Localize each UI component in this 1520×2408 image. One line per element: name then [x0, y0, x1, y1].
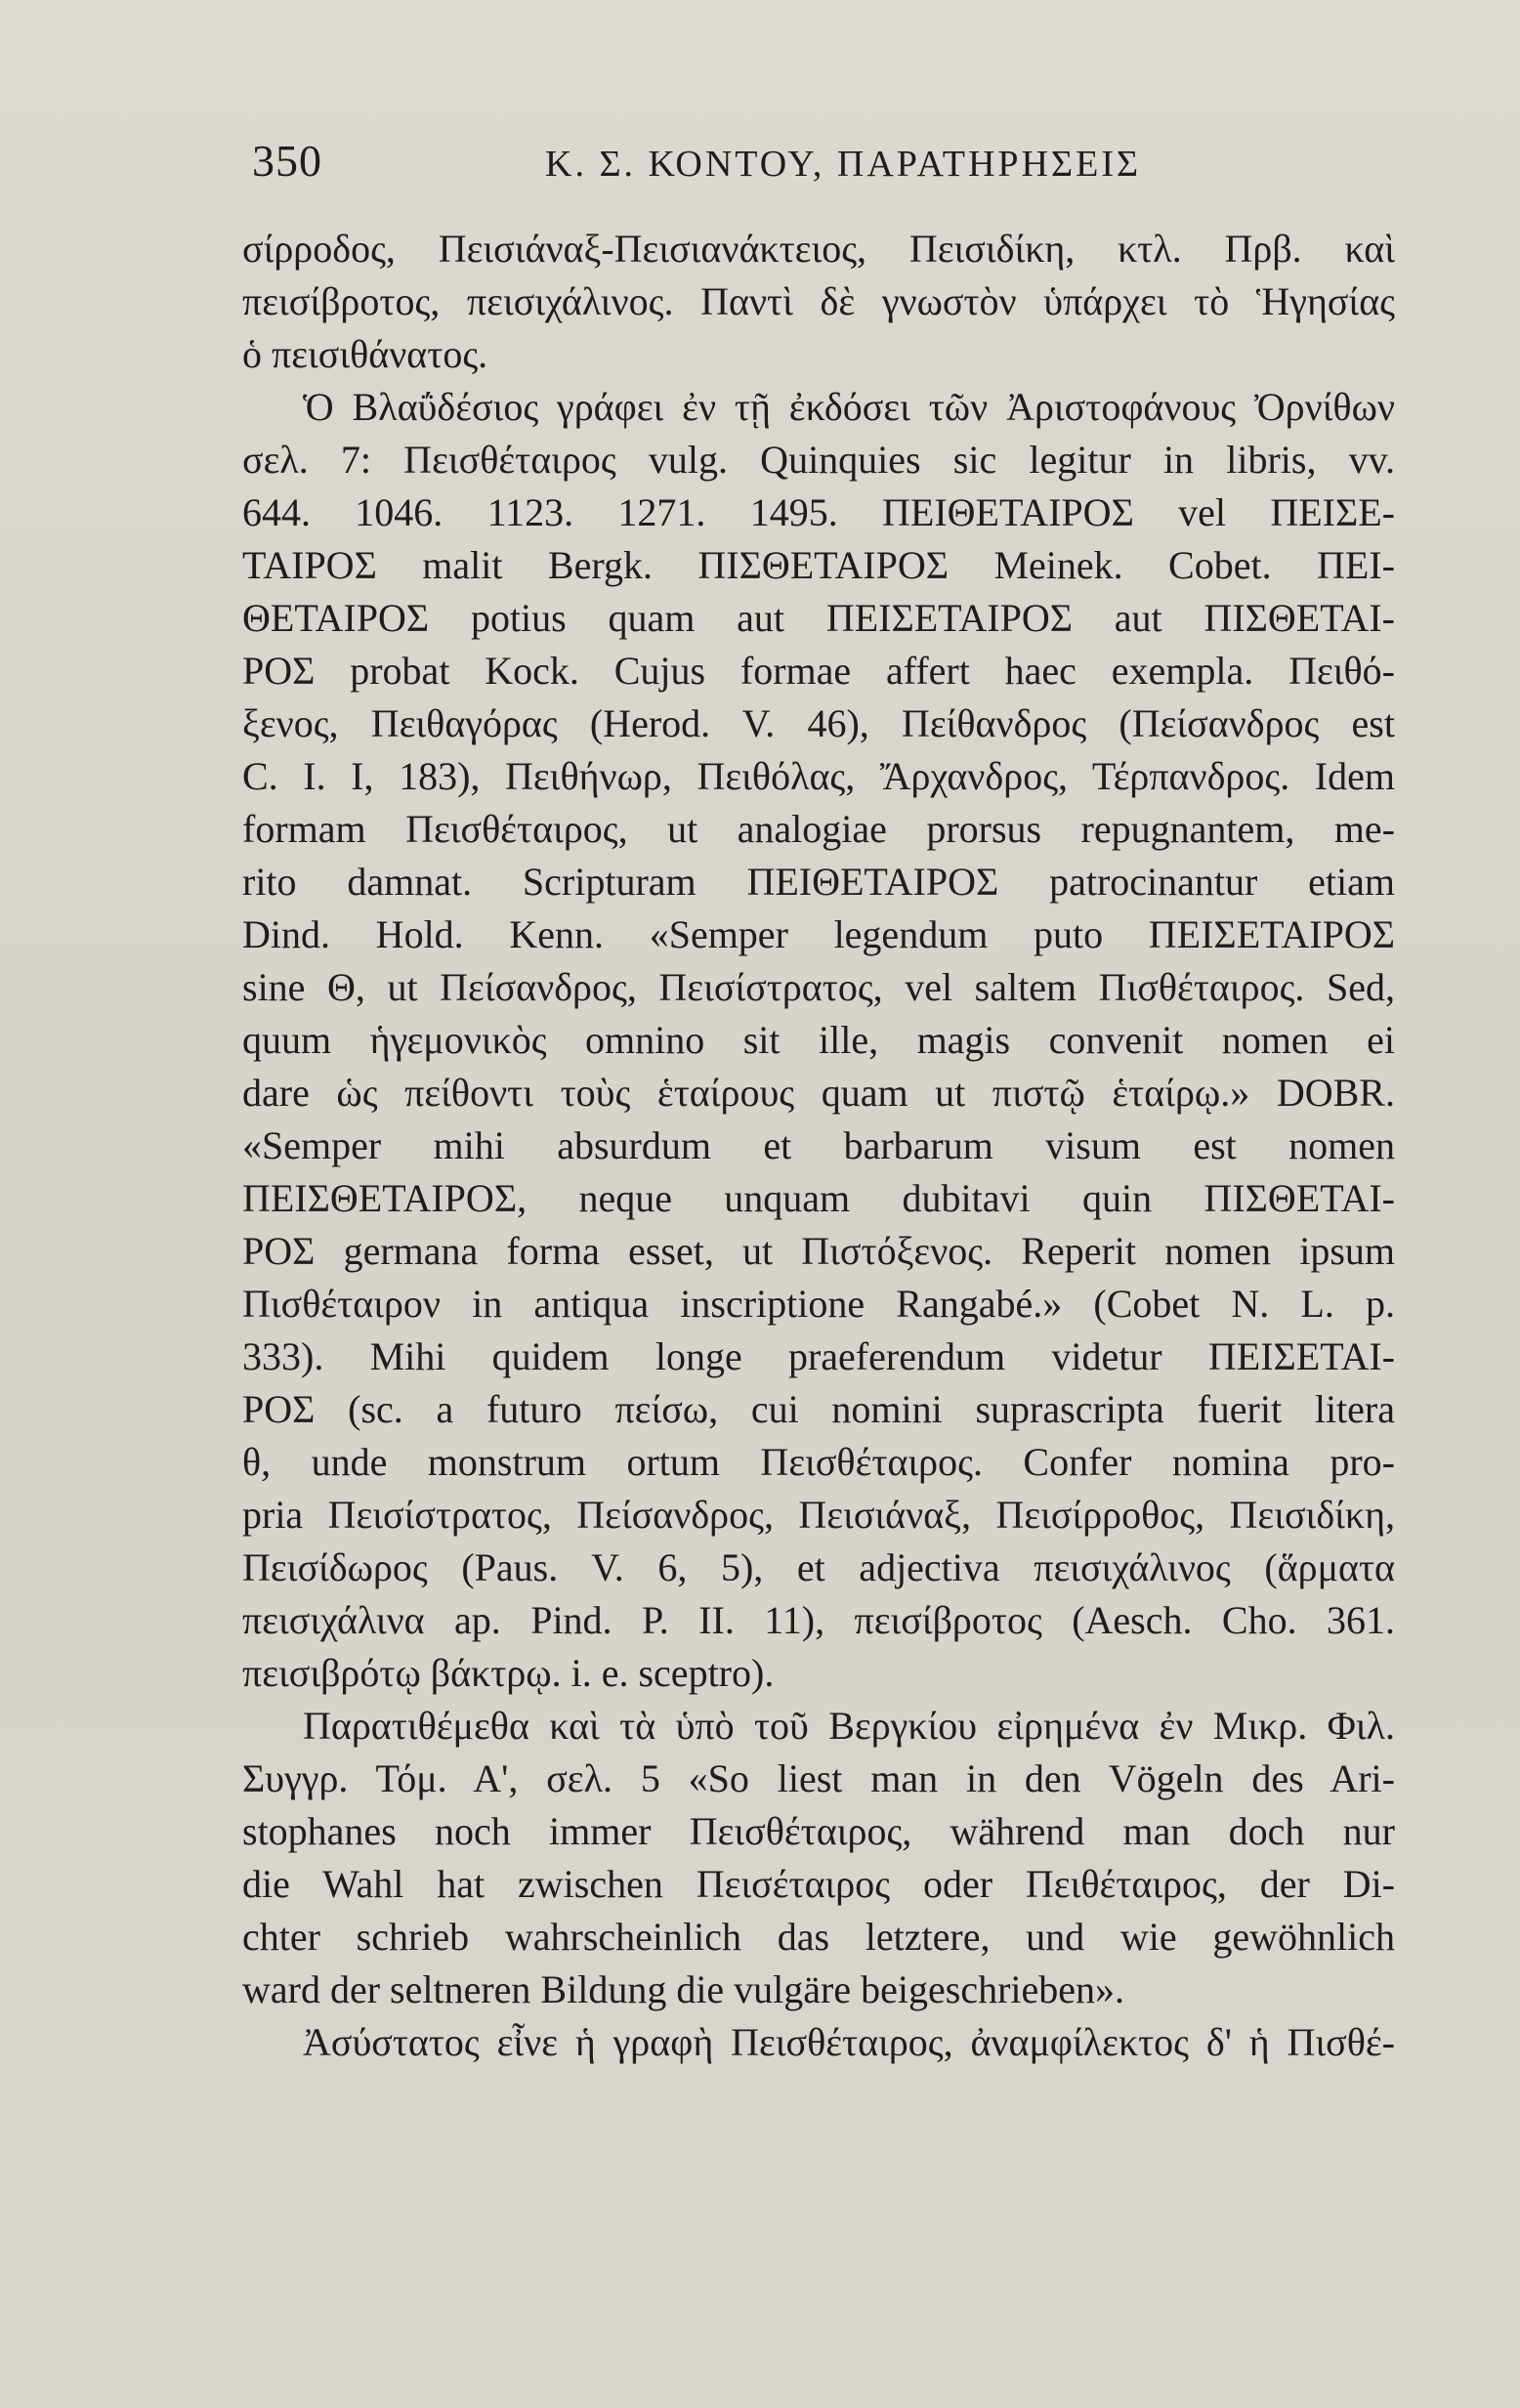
running-head: Κ. Σ. ΚΟΝΤΟΥ, ΠΑΡΑΤΗΡΗΣΕΙΣ [545, 144, 1142, 185]
text-line: ward der seltneren Bildung die vulgäre beigeschrieben». [242, 1967, 1125, 2011]
text-line: stophanes noch immer Πεισθέταιρος, während man doch nur [242, 1809, 1395, 1853]
text-line: Dind. Hold. Kenn. «Semper legendum puto ΠΕΙΣΕΤΑΙΡΟΣ [242, 912, 1395, 956]
text-line: sine Θ, ut Πείσανδρος, Πεισίστρατος, vel saltem Πισθέταιρος. Sed, [242, 965, 1395, 1009]
text-line: Πισθέταιρον in antiqua inscriptione Rangabé.» (Cobet N. L. p. [242, 1282, 1395, 1326]
text-line: pria Πεισίστρατος, Πείσανδρος, Πεισιάναξ, Πεισίρροθος, Πεισιδίκη, [242, 1493, 1395, 1537]
text-line: 333). Mihi quidem longe praeferendum videtur ΠΕΙΣΕΤΑΙ- [242, 1334, 1395, 1378]
text-line: ΡΟΣ probat Kock. Cujus formae affert haec exempla. Πειθό- [242, 649, 1395, 693]
text-line: formam Πεισθέταιρος, ut analogiae prorsus repugnantem, me- [242, 807, 1395, 851]
text-line: rito damnat. Scripturam ΠΕΙΘΕΤΑΙΡΟΣ patrocinantur etiam [242, 860, 1395, 904]
text-line: Παρατιθέμεθα καὶ τὰ ὑπὸ τοῦ Βεργκίου εἰρημένα ἐν Μικρ. Φιλ. [303, 1704, 1395, 1748]
text-line: ΡΟΣ germana forma esset, ut Πιστόξενος. Reperit nomen ipsum [242, 1229, 1395, 1273]
text-line: Ὁ Βλαΰδέσιος γράφει ἐν τῇ ἐκδόσει τῶν Ἀριστοφάνους Ὀρνίθων [303, 385, 1395, 429]
text-line: Συγγρ. Τόμ. Α', σελ. 5 «So liest man in den Vögeln des Ari- [242, 1756, 1395, 1800]
text-line: ΡΟΣ (sc. a futuro πείσω, cui nomini suprascripta fuerit litera [242, 1387, 1395, 1431]
text-line: πεισίβροτος, πεισιχάλινος. Παντὶ δὲ γνωστὸν ὑπάρχει τὸ Ἡγησίας [242, 279, 1395, 323]
text-line: chter schrieb wahrscheinlich das letztere, und wie gewöhnlich [242, 1915, 1395, 1959]
text-line: ὁ πεισιθάνατος. [242, 332, 488, 376]
text-line: σίρροδος, Πεισιάναξ-Πεισιανάκτειος, Πεισιδίκη, κτλ. Πρβ. καὶ [242, 227, 1395, 271]
text-line: quum ἡγεμονικὸς omnino sit ille, magis convenit nomen ei [242, 1018, 1395, 1062]
text-line: C. I. I, 183), Πειθήνωρ, Πειθόλας, Ἄρχανδρος, Τέρπανδρος. Idem [242, 754, 1395, 798]
text-line: ξενος, Πειθαγόρας (Herod. V. 46), Πείθανδρος (Πείσανδρος est [242, 701, 1395, 745]
text-line: dare ὡς πείθοντι τοὺς ἑταίρους quam ut πιστῷ ἑταίρῳ.» DOBR. [242, 1071, 1395, 1115]
text-line: ΠΕΙΣΘΕΤΑΙΡΟΣ, neque unquam dubitavi quin ΠΙΣΘΕΤΑΙ- [242, 1176, 1395, 1220]
text-line: ΘΕΤΑΙΡΟΣ potius quam aut ΠΕΙΣΕΤΑΙΡΟΣ aut ΠΙΣΘΕΤΑΙ- [242, 596, 1395, 640]
text-line: «Semper mihi absurdum et barbarum visum est nomen [242, 1123, 1395, 1167]
text-line: ΤΑΙΡΟΣ malit Bergk. ΠΙΣΘΕΤΑΙΡΟΣ Meinek. Cobet. ΠΕΙ- [242, 543, 1395, 587]
text-line: Ἀσύστατος εἶνε ἡ γραφὴ Πεισθέταιρος, ἀναμφίλεκτος δ' ἡ Πισθέ- [303, 2020, 1395, 2064]
text-line: die Wahl hat zwischen Πεισέταιρος oder Πειθέταιρος, der Di- [242, 1862, 1395, 1906]
text-line: θ, unde monstrum ortum Πεισθέταιρος. Confer nomina pro- [242, 1440, 1395, 1484]
body-text [242, 223, 1395, 2069]
text-line: πεισιβρότῳ βάκτρῳ. i. e. sceptro). [242, 1651, 775, 1695]
page-header [252, 135, 1405, 193]
text-line: Πεισίδωρος (Paus. V. 6, 5), et adjectiva πεισιχάλινος (ἅρματα [242, 1545, 1395, 1589]
text-line: σελ. 7: Πεισθέταιρος vulg. Quinquies sic legitur in libris, vv. [242, 438, 1395, 482]
text-line: πεισιχάλινα ap. Pind. P. II. 11), πεισίβροτος (Aesch. Cho. 361. [242, 1598, 1395, 1642]
page-number: 350 [252, 136, 322, 186]
text-line: 644. 1046. 1123. 1271. 1495. ΠΕΙΘΕΤΑΙΡΟΣ vel ΠΕΙΣΕ- [242, 490, 1395, 534]
